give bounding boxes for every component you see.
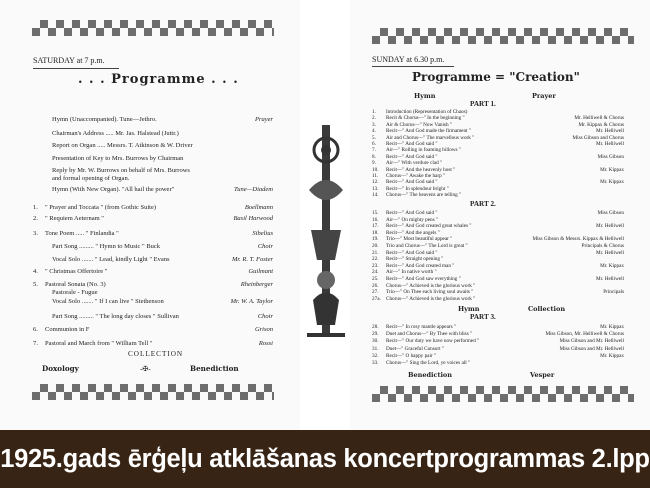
line-right: Boellmann [244,204,273,211]
line-performer: Mr. Helliwell [596,223,624,230]
creation-line [372,217,624,223]
line-text: Air—" Rolling in foaming billows " [386,147,461,154]
creation-line [372,338,624,344]
creation-line [372,173,624,179]
line-text: Recit—" O happy pair " [386,352,437,359]
line-performer: Mr. Kippax [600,166,624,173]
line-number: 8. [372,153,376,160]
heading-underline [372,66,454,67]
line-number: 9. [372,160,376,167]
line-text: Recit—" And the heavenly host " [386,166,456,173]
program-line [52,116,273,123]
creation-line [372,346,624,352]
line-number: 20. [372,243,379,249]
line-text: Recit & Chorus—" In the beginning " [386,115,465,122]
line-number: 27a. [372,295,381,302]
line-performer: Mr. Kippax [600,352,624,359]
program-line [33,340,273,347]
line-text: Air & Chorus—" Now Vanish " [386,121,452,128]
line-right: Grison [254,326,273,333]
checker-border-bottom [372,386,634,402]
line-performer: Mr. Helliwell [596,249,624,256]
line-text: Tone Poem ..... " Finlandia " [45,230,119,237]
left-doxology: Doxology [42,364,79,373]
program-line [52,186,273,193]
ornament-icon: -✠- [140,365,151,373]
line-performer: Miss Gibson and Mr. Helliwell [559,338,624,345]
creation-line [372,236,624,242]
creation-line [372,283,624,289]
line-performer: Mr. Helliwell & Chorus [574,115,624,122]
line-text: Recit—" In splendour bright " [386,185,449,192]
line-performer: Miss Gibson [597,210,624,216]
line-text: Trio—" Most beautiful appear " [386,236,453,243]
line-text: Recit—" And God created man " [386,262,455,269]
line-number: 1. [33,204,38,211]
line-number: 27. [372,289,379,296]
line-text: Recit—" In rosy mantle appears " [386,324,457,330]
program-line [52,289,273,296]
line-right: Mr. R. T. Foster [231,256,273,263]
creation-line [372,324,624,330]
line-number: 25. [372,276,379,282]
creation-line [372,141,624,147]
line-text: Recit—" Our duty we have now performed " [386,338,480,345]
right-hymn2: Hymn [458,305,480,313]
line-text: Recit—" And the angels " [386,229,440,236]
creation-line [372,276,624,282]
line-number: 2. [372,115,376,122]
part2-heading: PART 2. [470,200,496,208]
line-number: 15. [372,210,379,216]
right-heading: SUNDAY at 6.30 p.m. [372,55,445,64]
line-number: 6. [372,141,376,147]
creation-line [372,115,624,121]
line-number: 1. [372,109,376,115]
line-number: 17. [372,223,379,230]
program-line [52,130,273,137]
line-text: Recit—" Straight opening " [386,256,444,263]
right-title: Programme = "Creation" [412,70,580,84]
line-right: Rheinberger [240,281,273,288]
line-performer: Miss Gibson and Chorus [572,134,624,141]
line-text: Vocal Solo ....... " If I can live " Stethenson [52,298,164,305]
line-text: Hymn (Unaccompanied). Tune—Jethro. [52,116,157,123]
creation-line [372,186,624,192]
checker-border-bottom [32,384,274,400]
line-right: Mr. W. A. Taylor [230,298,273,305]
part3-heading: PART 3. [470,313,496,321]
program-line [52,175,273,182]
line-number: 11. [372,173,379,179]
line-text: Trio and Chorus—" The Lord is great " [386,243,468,249]
line-right: Guilmant [248,268,273,275]
line-text: Recit—" And God said " [386,141,438,147]
line-right: Choir [257,313,273,320]
line-text: and formal opening of Organ. [52,175,130,182]
line-text: Air—" On mighty pens " [386,216,439,223]
line-text: Recit—" And God made the firmament " [386,128,471,135]
line-text: Chorus—" Awake the harp " [386,173,446,179]
creation-line [372,296,624,302]
creation-line [372,135,624,141]
line-number: 26. [372,282,379,289]
program-line [52,142,273,149]
line-performer: Mr. Helliwell [596,276,624,282]
program-line [52,155,273,162]
checker-border-top [32,20,274,36]
line-text: Air and Chorus—" The marvellous work " [386,134,475,141]
right-vesper: Vesper [530,371,555,379]
left-collection: COLLECTION [128,350,184,358]
line-number: 29. [372,331,379,338]
line-number: 5. [372,134,376,141]
line-performer: Mr. Helliwell [596,141,624,147]
caption-bar: 1925.gads ērģeļu atklāšanas koncertprogrammas 2.lpp [0,430,650,488]
line-number: 3. [33,230,38,237]
line-text: Recit—" And God said " [386,210,438,216]
creation-line [372,128,624,134]
creation-line [372,289,624,295]
creation-line [372,243,624,249]
line-right: Sibelius [252,230,273,237]
line-number: 31. [372,345,379,352]
program-line [33,215,273,222]
creation-line [372,192,624,198]
program-line [52,256,273,263]
program-line [33,281,273,288]
line-text: Reply by Mr. W. Burrows on behalf of Mrs. Burrows [52,167,190,174]
line-right: Rossi [258,340,273,347]
line-number: 32. [372,352,379,359]
right-benediction: Benediction [408,371,452,379]
ornamental-emblem-icon [305,120,347,340]
line-text: Recit—" And God saw everything " [386,276,461,282]
line-number: 30. [372,338,379,345]
left-title: . . . Programme . . . [78,72,239,87]
line-number: 3. [372,121,376,128]
line-number: 5. [33,281,38,288]
line-right: Prayer [254,116,273,123]
line-number: 22. [372,256,379,263]
line-performer: Principals & Chorus [581,243,624,249]
creation-line [372,256,624,262]
line-text: " Prayer and Toccata " (from Gothic Suite) [45,204,157,211]
program-line [52,243,273,250]
line-number: 2. [33,215,38,222]
line-right: Choir [257,243,273,250]
left-page [0,0,300,430]
right-prayer: Prayer [532,92,556,100]
line-text: Introduction (Representation of Chaos) [386,109,468,115]
line-text: Part Song ......... " Hymn to Music " Buck [52,243,161,250]
line-text: Chairman's Address ..... Mr. Jas. Halstead (Juttr.) [52,130,179,137]
line-performer: Mr. Kippax [600,324,624,330]
creation-line [372,147,624,153]
line-number: 7. [33,340,38,347]
line-number: 12. [372,179,379,186]
line-performer: Miss Gibson [597,153,624,160]
right-hymn: Hymn [414,92,436,100]
heading-underline [33,68,119,69]
line-text: Vocal Solo ....... " Lead, kindly Light " Evans [52,256,170,263]
line-text: Trio—" On Thee each living soul awaits " [386,289,474,296]
creation-line [372,210,624,216]
creation-line [372,353,624,359]
line-text: Recit—" And God created great whales " [386,223,472,230]
program-line [33,326,273,333]
creation-line [372,263,624,269]
program-line [33,268,273,275]
part1-heading: PART 1. [470,100,496,108]
creation-line [372,331,624,337]
line-performer: Principals [603,289,624,296]
line-number: 33. [372,360,379,366]
creation-line [372,250,624,256]
line-number: 19. [372,236,379,243]
line-text: Report on Organ ..... Messrs. T. Atkinson & W. Driver [52,142,193,149]
program-line [52,298,273,305]
creation-line [372,179,624,185]
program-line [52,167,273,174]
line-performer: Miss Gibson and Mr. Helliwell [559,345,624,352]
line-number: 6. [33,326,38,333]
line-text: Recit—" And God said " [386,249,438,256]
line-number: 7. [372,147,376,154]
creation-line [372,109,624,115]
line-text: Chorus—" The heavens are telling " [386,192,462,199]
program-line [33,230,273,237]
creation-line [372,160,624,166]
line-performer: Mr. Helliwell [596,128,624,135]
checker-border-top [372,28,634,44]
line-performer: Miss Gibson, Mr. Helliwell & Chorus [545,331,624,338]
creation-line [372,230,624,236]
line-performer: Mr. Kippax [600,179,624,186]
line-performer: Miss Gibson & Messrs. Kippax & Helliwell [532,236,624,243]
creation-line [372,269,624,275]
line-text: Chorus—" Achieved is the glorious work " [386,282,476,289]
line-text: Chorus—" Sing the Lord, ye voices all " [386,360,471,366]
line-number: 18. [372,229,379,236]
line-text: Hymn (With New Organ). "All hail the power" [52,186,175,193]
line-text: Pastoral Sonata (No. 3) [45,281,106,288]
line-number: 4. [33,268,38,275]
line-text: Recit—" And God said " [386,179,438,186]
line-number: 24. [372,269,379,276]
creation-line [372,167,624,173]
creation-line [372,154,624,160]
line-text: " Requiem Aeternam " [45,215,104,222]
line-number: 16. [372,216,379,223]
line-text: Recit—" And God said " [386,153,438,160]
line-text: Pastoral and March from " William Tell " [45,340,153,347]
line-number: 14. [372,192,379,199]
line-text: " Christmas Offertoire " [45,268,108,275]
line-performer: Mr. Kippax & Chorus [578,121,624,128]
left-benediction: Benediction [190,364,239,373]
line-text: Air—" With verdure clad " [386,160,443,167]
line-right: Basil Harwood [233,215,273,222]
creation-line [372,122,624,128]
line-number: 13. [372,185,379,192]
line-number: 23. [372,262,379,269]
line-text: Part Song ......... " The long day closes " Sullivan [52,313,179,320]
line-text: Pastorale - Fugue [52,289,98,296]
right-collection: Collection [528,305,566,313]
program-line [52,313,273,320]
creation-line [372,360,624,366]
line-number: 10. [372,166,379,173]
line-number: 21. [372,249,379,256]
line-text: Communion in F [45,326,90,333]
line-text: Air—" In native worth " [386,269,437,276]
line-right: Tune—Diadem [234,186,273,193]
program-line [33,204,273,211]
line-text: Duet—" Graceful Consort " [386,345,444,352]
line-performer: Mr. Kippax [600,262,624,269]
line-text: Chorus—" Achieved is the glorious work " [386,295,476,302]
line-text: Presentation of Key to Mrs. Burrows by Chairman [52,155,184,162]
line-number: 28. [372,324,379,330]
line-number: 4. [372,128,376,135]
left-heading: SATURDAY at 7 p.m. [33,56,105,65]
creation-line [372,223,624,229]
line-text: Duet and Chorus—" By Thee with bliss " [386,331,473,338]
